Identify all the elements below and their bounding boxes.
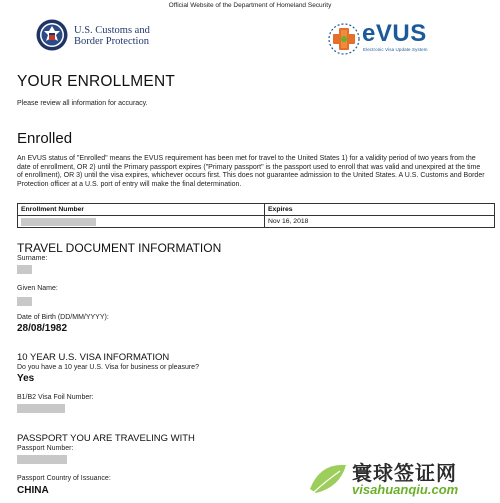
visa-foil-label: B1/B2 Visa Foil Number: — [17, 394, 94, 401]
watermark-chinese: 寰球签证网 — [352, 463, 457, 485]
enrollment-table — [17, 203, 495, 228]
visa-info-heading: 10 YEAR U.S. VISA INFORMATION — [17, 352, 170, 363]
evus-logo-text: eVUS — [362, 20, 427, 47]
visa-question: Do you have a 10 year U.S. Visa for business or pleasure? — [17, 364, 199, 371]
surname-label: Surname: — [17, 255, 48, 262]
redacted-enrollment-number — [21, 218, 96, 226]
dob-value: 28/08/1982 — [17, 323, 68, 334]
status-description: An EVUS status of "Enrolled" means the EVUS requirement has been met for travel to the United States 1) for a validity period of two years from the date of enrollment, OR 2) until the Primary passport expires ("Primary passport" is the passport used to enroll that was valid and unexpired at the time of enrollment), OR 3) until the visa expires, whichever occurs first. This does not guarantee admission to the United States. A U.S. Customs and Border Protection officer at a U.S. port of entry will make the final determination. — [17, 155, 485, 189]
redacted-given-name — [17, 297, 32, 306]
redacted-visa-foil-number — [17, 404, 65, 413]
redacted-passport-number — [17, 455, 67, 464]
expires-cell: Nov 16, 2018 — [265, 216, 495, 228]
official-website-banner: Official Website of the Department of Homeland Security — [168, 2, 332, 9]
given-name-label: Given Name: — [17, 285, 58, 292]
passport-country-value: CHINA — [17, 485, 49, 496]
page-title: YOUR ENROLLMENT — [17, 73, 176, 90]
redacted-surname — [17, 265, 32, 274]
passport-country-label: Passport Country of Issuance: — [17, 475, 111, 482]
passport-number-label: Passport Number: — [17, 445, 74, 452]
enrollment-number-header: Enrollment Number — [18, 204, 265, 216]
review-instruction: Please review all information for accuracy. — [17, 100, 148, 107]
dhs-seal-icon — [36, 19, 68, 51]
travel-document-heading: TRAVEL DOCUMENT INFORMATION — [17, 241, 222, 255]
cbp-agency-name — [74, 25, 150, 47]
passport-heading: PASSPORT YOU ARE TRAVELING WITH — [17, 433, 195, 444]
status-heading: Enrolled — [17, 130, 73, 147]
visa-answer: Yes — [17, 373, 35, 384]
watermark-url: visahuanqiu.com — [352, 482, 459, 497]
table-row — [18, 216, 495, 228]
expires-header: Expires — [265, 204, 495, 216]
evus-cross-icon — [327, 22, 361, 56]
table-header-row — [18, 204, 495, 216]
dob-label: Date of Birth (DD/MM/YYYY): — [17, 314, 109, 321]
evus-subtitle: Electronic Visa Update System — [363, 47, 428, 52]
cbp-line-1: U.S. Customs and — [74, 25, 150, 36]
cbp-line-2: Border Protection — [74, 36, 149, 47]
enrollment-number-cell — [18, 216, 265, 228]
